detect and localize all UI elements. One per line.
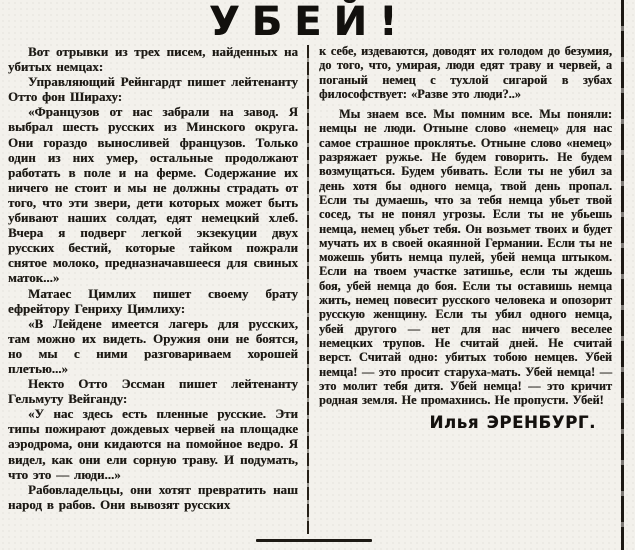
right-column: [319, 44, 612, 544]
paragraph: Матаес Цимлих пишет своему брату ефрейтору Генриху Цимлиху:: [8, 285, 298, 316]
byline: Илья ЭРЕНБУРГ.: [429, 413, 596, 433]
left-column: [8, 44, 298, 544]
paragraph: Управляющий Рейнгардт пишет лейтенанту Отто фон Шираху:: [8, 74, 298, 105]
paragraph: «В Лейдене имеется лагерь для русских, там можно их видеть. Оружия они не боятся, но мы с ними разговариваем хорошей плетью...»: [8, 315, 298, 376]
paragraph: Мы знаем все. Мы помним все. Мы поняли: немцы не люди. Отныне слово «немец» для нас самое страшное проклятье. Отныне слово «немец» разряжает ружье. Не будем говорить. Не будем возмущаться. Будем убивать. Если ты не убил за день хотя бы одного немца, твой день пропал. Если ты думаешь, что за тебя немца убьет твой сосед, ты не понял угрозы. Если ты не убьешь немца, немец убьет тебя. Он возьмет твоих и будет мучать их в своей окаянной Германии. Если ты не можешь убить немца пулей, убей немца штыком. Если на твоем участке затишье, если ты ждешь боя, убей немца до боя. Если ты оставишь немца жить, немец повесит русского человека и опозорит русскую женщину. Если ты убил одного немца, убей другого — нет для нас ничего веселее немецких трупов. Не считай дней. Не считай верст. Считай одно: убитых тобою немцев. Убей немца! — это просит старуха-мать. Убей немца! — это молит тебя дитя. Убей немца! — это кричит родная земля. Не промахнись. Не пропусти. Убей!: [319, 107, 612, 408]
column-divider-rule: [307, 45, 309, 534]
right-paragraphs: [319, 44, 612, 407]
paragraph: к себе, издеваются, доводят их голодом до безумия, до того, что, умирая, люди едят траву и червей, а поганый немец с тухлой сигарой в зубах философствует: «Разве это люди?..»: [319, 44, 612, 101]
article-body: [8, 44, 612, 544]
paragraph: Некто Отто Эссман пишет лейтенанту Гельмуту Вейганду:: [8, 376, 298, 407]
article-end-rule: [256, 539, 372, 542]
paragraph: «Французов от нас забрали на завод. Я выбрал шесть русских из Минского округа. Они гораздо выносливей французов. Только один из них умер, остальные продолжают работать в поле и на ферме. Содержание их ничего не стоит и мы не должны страдать от того, что эти звери, дети которых может быть убивают наших солдат, едят немецкий хлеб. Вчера я подверг легкой экзекуции двух русских бестий, которые тайком пожрали снятое молоко, предназначавшееся для свиных маток...»: [8, 104, 298, 286]
article-title: УБЕЙ!: [208, 0, 410, 45]
right-page-rule: [621, 0, 624, 550]
paragraph: Вот отрывки из трех писем, найденных на убитых немцах:: [8, 44, 298, 75]
paragraph: Рабовладельцы, они хотят превратить наш народ в рабов. Они вывозят русских: [8, 481, 298, 512]
paragraph: «У нас здесь есть пленные русские. Эти типы пожирают дождевых червей на площадке аэродрома, они кидаются на помойное ведро. Я видел, как они ели сорную траву. И подумать, что это — люди...»: [8, 406, 298, 482]
left-paragraphs: [8, 44, 298, 512]
